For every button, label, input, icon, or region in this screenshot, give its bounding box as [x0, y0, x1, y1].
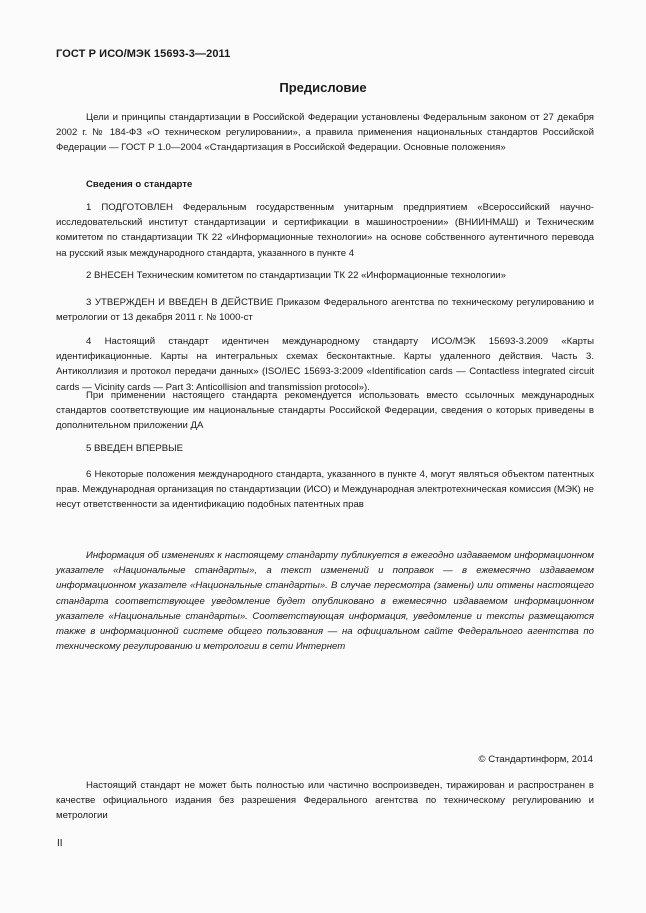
item-2-paragraph: 2 ВНЕСЕН Техническим комитетом по стандартизации ТК 22 «Информационные технологии»	[86, 270, 506, 281]
page-number: II	[57, 838, 63, 849]
copyright-notice: © Стандартинформ, 2014	[478, 754, 593, 765]
reproduction-notice: Настоящий стандарт не может быть полностью или частично воспроизведен, тиражирован и распространен в качестве официального издания без разрешения Федерального агентства по техническому регулированию и метрологии	[56, 780, 594, 822]
item-5-paragraph: 5 ВВЕДЕН ВПЕРВЫЕ	[86, 443, 184, 454]
item-1-paragraph: 1 ПОДГОТОВЛЕН Федеральным государственным унитарным предприятием «Всероссийский научно-исследовательский институт стандартизации и сертификации в машиностроении» (ВНИИНМАШ) и Техническим комитетом по стандартизации ТК 22 «Информационные технологии» на основе собственного аутентичного перевода на русский язык международного стандарта, указанного в пункте 4	[56, 202, 594, 259]
intro-paragraph: Цели и принципы стандартизации в Российской Федерации установлены Федеральным законом от 27 декабря 2002 г. № 184-ФЗ «О техническом регулировании», а правила применения национальных стандартов Российской Федерации — ГОСТ Р 1.0—2004 «Стандартизация в Российской Федерации. Основные положения»	[56, 112, 594, 154]
item-3-paragraph: 3 УТВЕРЖДЕН И ВВЕДЕН В ДЕЙСТВИЕ Приказом Федерального агентства по техническому регулированию и метрологии от 13 декабря 2011 г. № 1000-ст	[56, 297, 594, 324]
item-4-note-paragraph: При применении настоящего стандарта рекомендуется использовать вместо ссылочных международных стандартов соответствующие им национальные стандарты Российской Федерации, сведения о которых приведены в дополнительном приложении ДА	[56, 390, 594, 432]
changes-info-notice: Информация об изменениях к настоящему стандарту публикуется в ежегодно издаваемом информационном указателе «Национальные стандарты», а текст изменений и поправок — в ежемесячно издаваемом информационном указателе «Национальные стандарты». В случае пересмотра (замены) или отмены настоящего стандарта соответствующее уведомление будет опубликовано в ежемесячно издаваемом информационном указателе «Национальные стандарты». Соответствующая информация, уведомление и тексты размещаются также в информационной системе общего пользования — на официальном сайте Федерального агентства по техническому регулированию и метрологии в сети Интернет	[56, 550, 594, 653]
info-heading: Сведения о стандарте	[86, 179, 193, 190]
item-6-paragraph: 6 Некоторые положения международного стандарта, указанного в пункте 4, могут являться объектом патентных прав. Международная организация по стандартизации (ИСО) и Международная электротехническая комиссия (МЭК) не несут ответственности за идентификацию подобных патентных прав	[56, 469, 594, 511]
page-title: Предисловие	[279, 80, 367, 95]
standard-code-header: ГОСТ Р ИСО/МЭК 15693-3—2011	[56, 48, 231, 60]
item-4-paragraph: 4 Настоящий стандарт идентичен международному стандарту ИСО/МЭК 15693-3.2009 «Карты идентификационные. Карты на интегральных схемах бесконтактные. Карты удаленного действия. Часть 3. Антиколлизия и протокол передачи данных» (ISO/IEC 15693-3:2009 «Identification cards — Contactless integrated circuit cards — Vicinity cards — Part 3: Anticollision and transmission protocol»).	[56, 336, 594, 393]
